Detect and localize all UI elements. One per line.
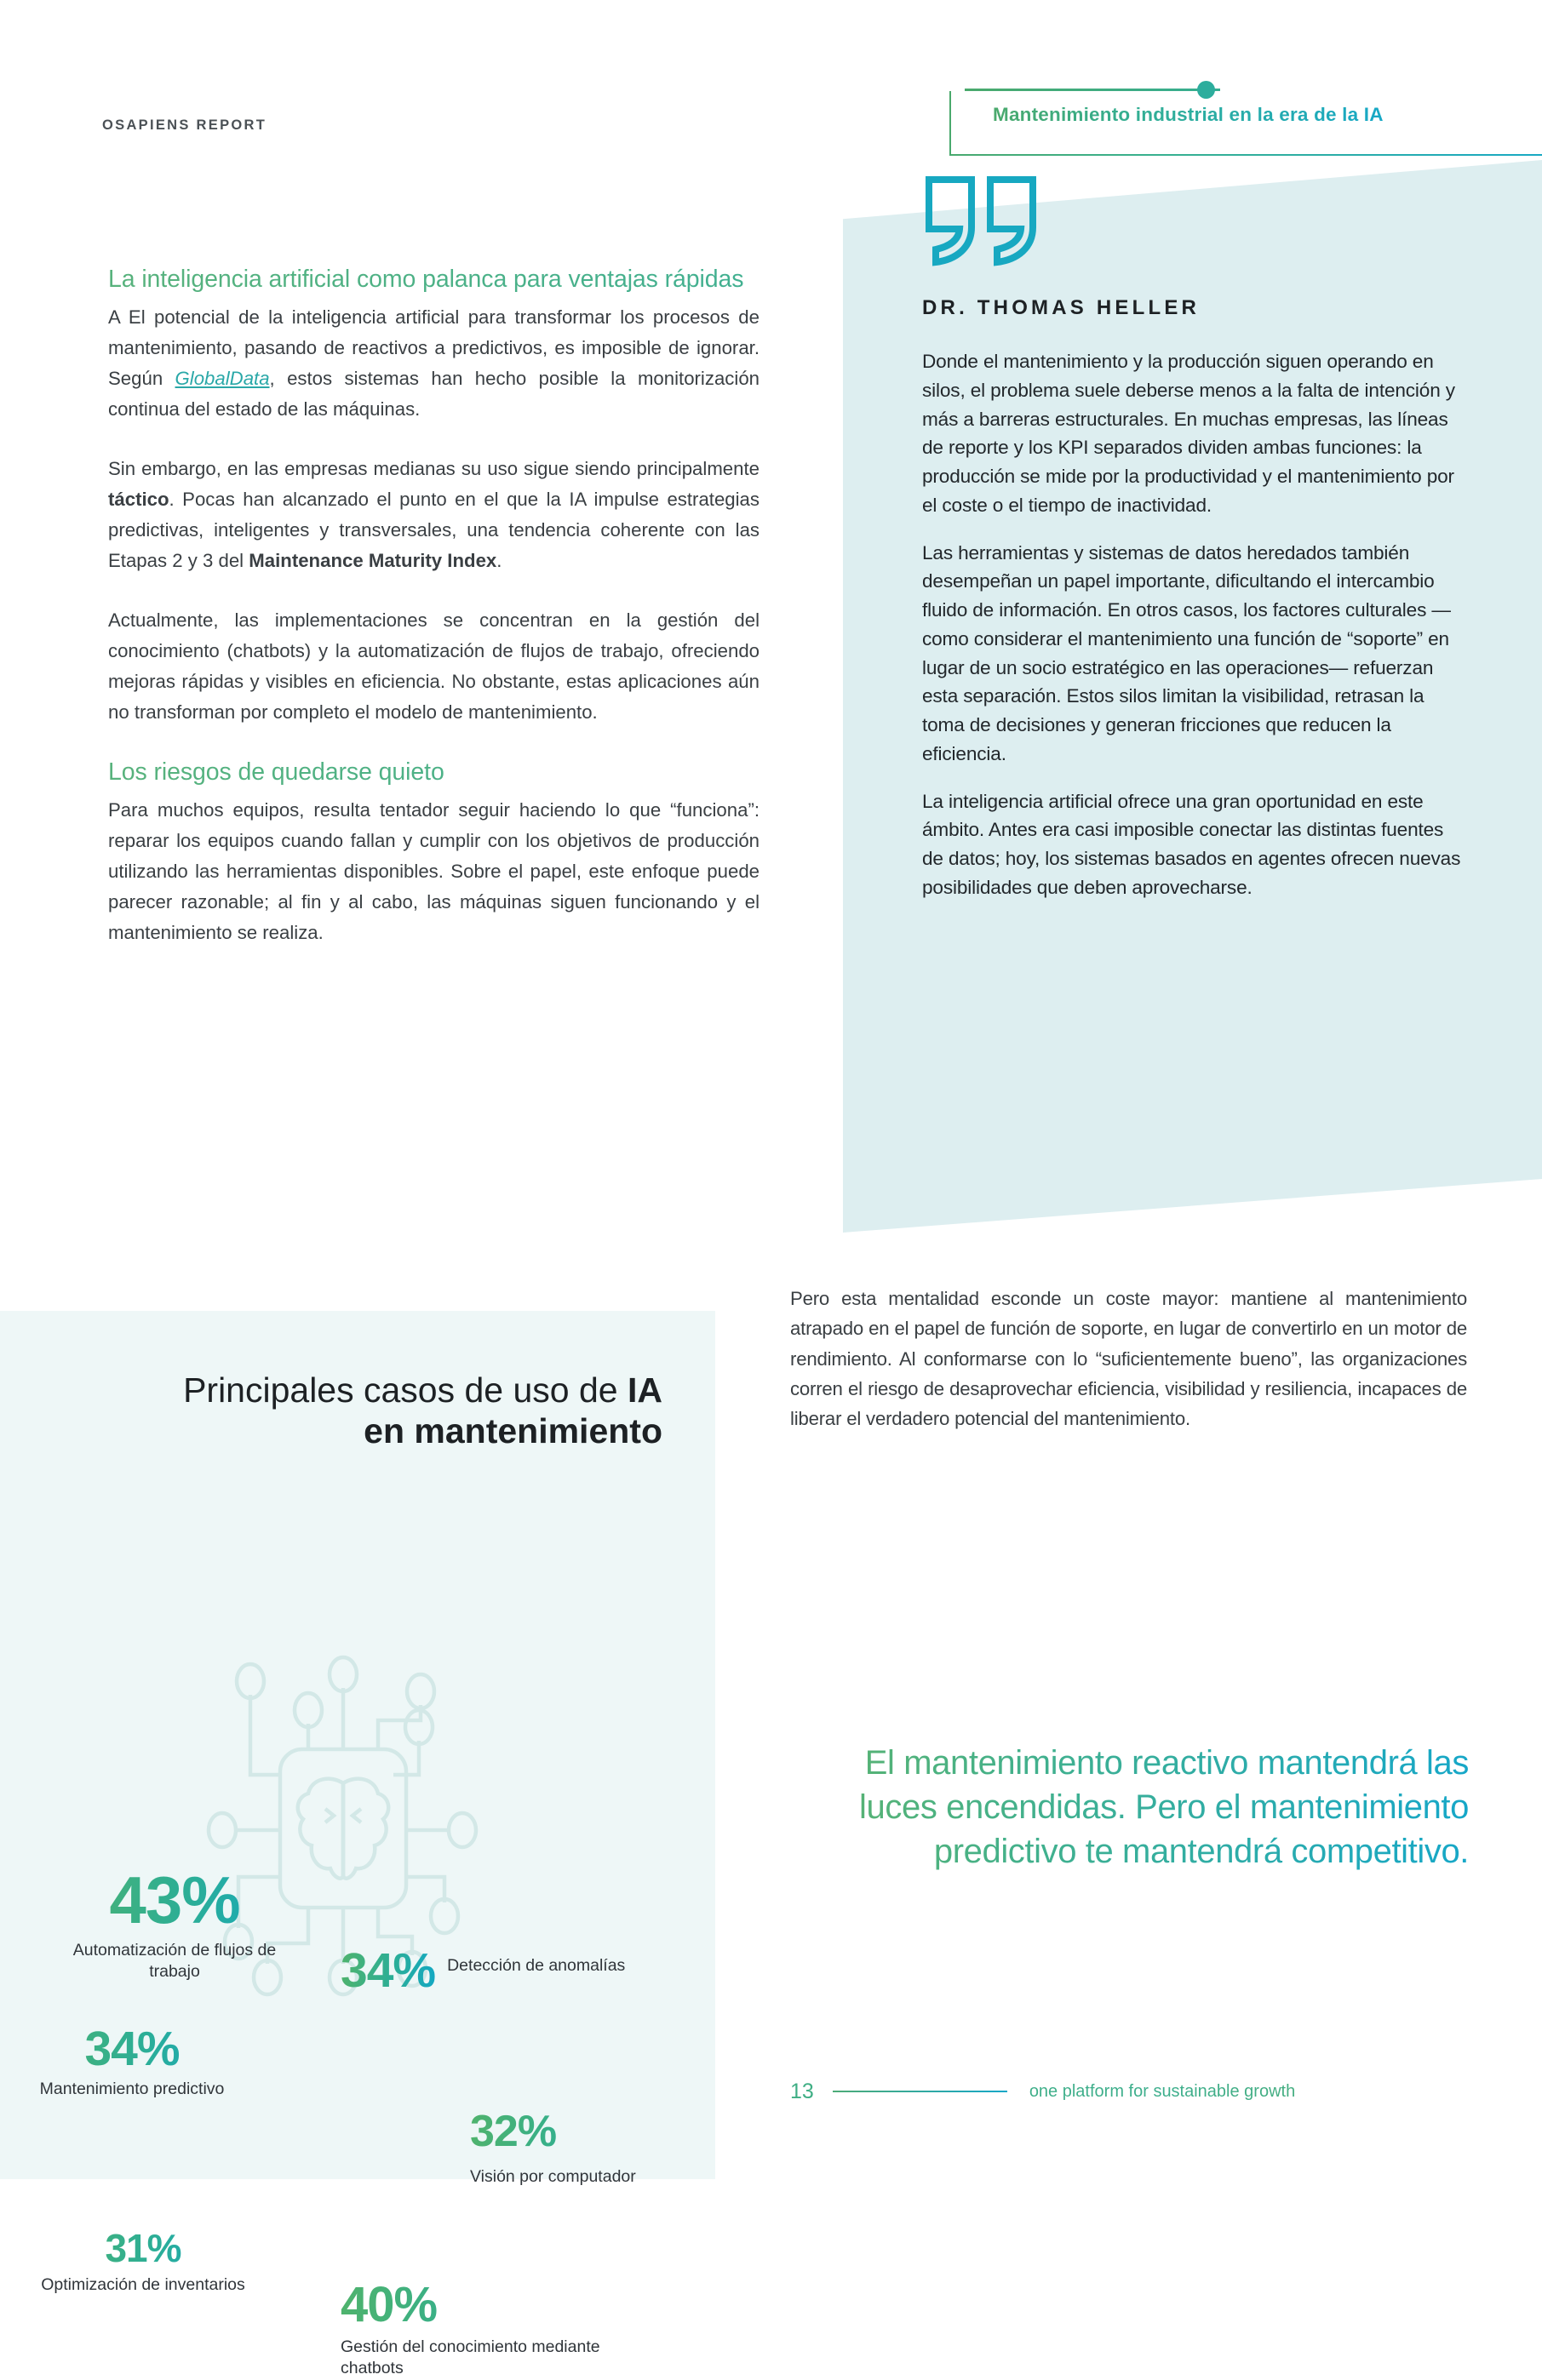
infographic-title bbox=[152, 1370, 662, 1452]
stat-label: Visión por computador bbox=[470, 2167, 636, 2187]
page-number: 13 bbox=[790, 2079, 814, 2103]
stat-label: Gestión del conocimiento mediante chatbots bbox=[341, 2337, 600, 2378]
page-footer bbox=[790, 2074, 1463, 2108]
chapter-tab-dot-icon bbox=[1197, 81, 1215, 99]
infographic-title-bold: IA en mantenimiento bbox=[364, 1370, 662, 1450]
quote-attribution: DR. THOMAS HELLER bbox=[922, 296, 1201, 319]
section-heading-risks: Los riesgos de quedarse quieto bbox=[108, 757, 760, 788]
chapter-title: Mantenimiento industrial en la era de la IA bbox=[993, 104, 1384, 125]
paragraph-text-before-link: A El potencial de la inteligencia artificial para transformar los procesos de mantenimiento, pasando de reactivos a predictivos, es imposible de ignorar. Según bbox=[108, 306, 760, 389]
quote-paragraph-2: Las herramientas y sistemas de datos heredados también desempeñan un papel importante, dificultando el intercambio fluido de información. En otros casos, los factores culturales — como considerar el mantenimiento una función de “soporte” en lugar de un socio estratégico en las operaciones— refuerzan esta separación. Estos silos limitan la visibilidad, retrasan la toma de decisiones y generan fricciones que reducen la eficiencia. bbox=[922, 541, 1451, 764]
footer-tagline: one platform for sustainable growth bbox=[1029, 2081, 1296, 2101]
paragraph-text-after-link: , estos sistemas han hecho posible la monitorización continua del estado de las máquinas. bbox=[108, 367, 760, 420]
paragraph-2-segment-c: . bbox=[496, 549, 502, 571]
emphasis-maturity-index: Maintenance Maturity Index bbox=[249, 549, 497, 571]
stat-label: Optimización de inventarios bbox=[41, 2274, 245, 2294]
footer-divider bbox=[833, 2091, 1007, 2092]
stat-item-workflow-automation bbox=[51, 1862, 298, 1983]
paragraph-risks: Para muchos equipos, resulta tentador seguir haciendo lo que “funciona”: reparar los equipos cuando fallan y cumplir con los objetivos de producción utilizando las herramientas disponibles. Sobre el papel, este enfoque puede parecer razonable; al fin y al cabo, las máquinas siguen funcionando y el mantenimiento se realiza. bbox=[108, 798, 760, 943]
stat-label: Mantenimiento predictivo bbox=[39, 2080, 225, 2099]
quote-paragraph-3: La inteligencia artificial ofrece una gran oportunidad en este ámbito. Antes era casi imposible conectar las distintas fuentes de datos; hoy, los sistemas basados en agentes ofrecen nuevas posibilidades que deben aprovecharse. bbox=[922, 790, 1461, 899]
pull-quote: El mantenimiento reactivo mantendrá las luces encendidas. Pero el mantenimiento predictivo te mantendrá competitivo. bbox=[809, 1741, 1469, 1874]
paragraph-2-segment-a: Sin embargo, en las empresas medianas su uso sigue siendo principalmente bbox=[108, 457, 760, 479]
emphasis-tactico: táctico bbox=[108, 488, 169, 510]
paragraph-ai-potential bbox=[108, 302, 760, 425]
paragraph-tactical-use bbox=[108, 454, 760, 576]
right-lower-column bbox=[790, 1284, 1467, 1433]
stat-item-computer-vision bbox=[470, 2107, 683, 2188]
infographic-title-regular: Principales casos de uso de bbox=[183, 1370, 628, 1410]
section-heading-ai-lever: La inteligencia artificial como palanca para ventajas rápidas bbox=[108, 264, 760, 295]
stat-value: 40% bbox=[341, 2281, 630, 2328]
stat-item-predictive-maintenance bbox=[26, 2022, 238, 2100]
report-label: OSAPIENS REPORT bbox=[102, 117, 267, 133]
chapter-tab-top-line bbox=[965, 89, 1220, 91]
stat-item-inventory-optimization bbox=[41, 2226, 245, 2296]
stat-label: Detección de anomalías bbox=[447, 1956, 626, 1975]
stat-value: 43% bbox=[51, 1868, 298, 1931]
stat-label: Automatización de flujos de trabajo bbox=[72, 1941, 277, 1982]
paragraph-2-segment-b: . Pocas han alcanzado el punto en el que la IA impulse estrategias predictivas, inteligentes y transversales, una tendencia coherente con las Etapas 2 y 3 del bbox=[108, 488, 760, 571]
infographic-panel bbox=[0, 1311, 715, 2378]
stat-value: 32% bbox=[470, 2111, 683, 2153]
stat-value: 34% bbox=[341, 1943, 436, 1998]
paragraph-hidden-cost: Pero esta mentalidad esconde un coste mayor: mantiene al mantenimiento atrapado en el papel de función de soporte, en lugar de convertirlo en un motor de rendimiento. Al conformarse con lo “suficientemente bueno”, las organizaciones corren el riesgo de desaprovechar eficiencia, visibilidad y resiliencia, incapaces de liberar el verdadero potencial del mantenimiento. bbox=[790, 1288, 1467, 1430]
quote-body bbox=[922, 347, 1467, 902]
stat-value: 31% bbox=[41, 2230, 245, 2268]
stat-item-knowledge-chatbots bbox=[341, 2277, 630, 2380]
paragraph-implementations: Actualmente, las implementaciones se concentran en la gestión del conocimiento (chatbots) y la automatización de flujos de trabajo, ofreciendo mejoras rápidas y visibles en eficiencia. No obstante, estas aplicaciones aún no transforman por completo el modelo de mantenimiento. bbox=[108, 609, 760, 723]
stat-value: 34% bbox=[26, 2026, 238, 2072]
quotation-mark-icon bbox=[922, 174, 1041, 268]
globaldata-link[interactable]: GlobalData bbox=[175, 367, 270, 389]
quote-paragraph-1: Donde el mantenimiento y la producción siguen operando en silos, el problema suele deberse menos a la falta de intención y más a barreras estructurales. En muchas empresas, las líneas de reporte y los KPI separados dividen ambas funciones: la producción se mide por la productividad y el mantenimiento por el coste o el tiempo de inactividad. bbox=[922, 351, 1455, 516]
page-header bbox=[0, 0, 1542, 162]
stat-item-anomaly-detection bbox=[341, 1943, 664, 1998]
left-text-column bbox=[108, 264, 760, 948]
